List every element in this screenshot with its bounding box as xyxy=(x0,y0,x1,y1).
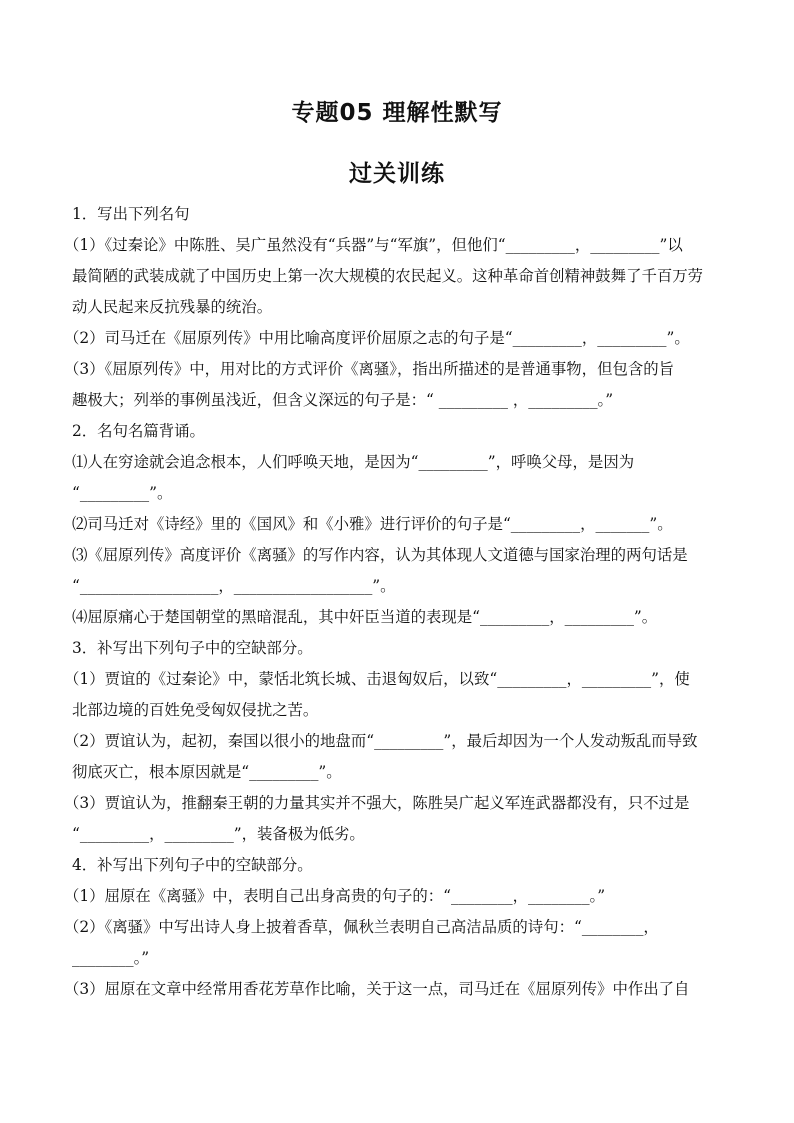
question-heading-1: 1．写出下列名句 xyxy=(72,205,190,223)
question-line: ⑷屈原痛心于楚国朝堂的黑暗混乱，其中奸臣当道的表现是“_________，_________”。 xyxy=(72,608,658,626)
question-heading-2: 2．名句名篇背诵。 xyxy=(72,422,205,440)
question-line: （3）贾谊认为，推翻秦王朝的力量其实并不强大，陈胜吴广起义军连武器都没有，只不过是 xyxy=(64,794,690,812)
question-line: 彻底灭亡，根本原因就是“_________”。 xyxy=(72,763,342,781)
page-title: 专题05 理解性默写 xyxy=(291,100,503,126)
question-line: ⑶《屈原列传》高度评价《离骚》的写作内容，认为其体现人文道德与国家治理的两句话是 xyxy=(72,546,688,564)
question-line: （2）《离骚》中写出诗人身上披着香草，佩秋兰表明自己高洁品质的诗句：“________， xyxy=(64,918,659,936)
question-heading-3: 3．补写出下列句子中的空缺部分。 xyxy=(72,639,313,657)
question-line: ⑴人在穷途就会追念根本，人们呼唤天地，是因为“_________”，呼唤父母，是因为 xyxy=(72,453,635,471)
question-line: 北部边境的百姓免受匈奴侵扰之苦。 xyxy=(72,701,319,719)
question-line: （2）司马迁在《屈原列传》中用比喻高度评价屈原之志的句子是“_________，_________”。 xyxy=(64,329,690,347)
question-line: “_________”。 xyxy=(72,484,173,502)
question-line: （3）屈原在文章中经常用香花芳草作比喻，关于这一点，司马迁在《屈原列传》中作出了自 xyxy=(64,980,690,998)
question-line: （1）《过秦论》中陈胜、吴广虽然没有“兵器”与“军旗”，但他们“_________，_________”以 xyxy=(64,236,683,254)
question-line: 动人民起来反抗残暴的统治。 xyxy=(72,298,273,316)
question-line: “__________________，__________________”。 xyxy=(72,577,396,595)
question-line: 最简陋的武装成就了中国历史上第一次大规模的农民起义。这种革命首创精神鼓舞了千百万劳 xyxy=(72,267,704,285)
question-line: ⑵司马迁对《诗经》里的《国风》和《小雅》进行评价的句子是“_________，_______”。 xyxy=(72,515,673,533)
question-line: （3）《屈原列传》中，用对比的方式评价《离骚》，指出所描述的是普通事物，但包含的旨 xyxy=(64,360,675,378)
question-heading-4: 4．补写出下列句子中的空缺部分。 xyxy=(72,856,313,874)
page-subtitle: 过关训练 xyxy=(349,161,445,187)
question-line: （2）贾谊认为，起初，秦国以很小的地盘而“_________”，最后却因为一个人发动叛乱而导致 xyxy=(64,732,698,750)
question-line: （1）屈原在《离骚》中，表明自己出身高贵的句子的：“________，________。” xyxy=(64,887,606,905)
question-line: ________。” xyxy=(72,949,150,967)
question-line: （1）贾谊的《过秦论》中，蒙恬北筑长城、击退匈奴后，以致“_________，_________”，使 xyxy=(64,670,690,688)
question-line: 趣极大；列举的事例虽浅近，但含义深远的句子是：“ _________ ，_________。” xyxy=(72,391,614,409)
question-line: “_________，_________”，装备极为低劣。 xyxy=(72,825,365,843)
